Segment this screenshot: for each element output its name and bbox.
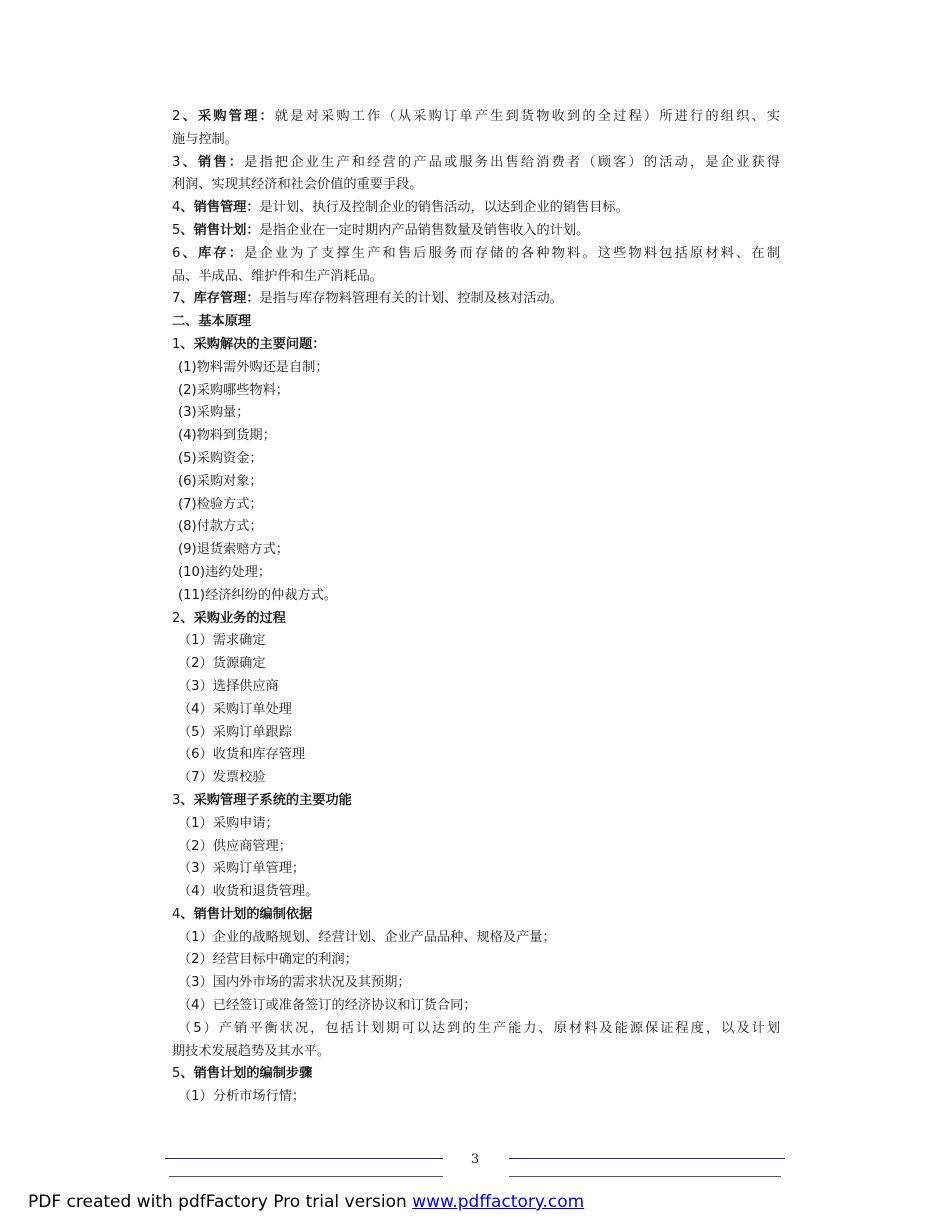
list-item-number: （1）: [178, 1089, 213, 1105]
subsection-title: 、销售计划的编制依据: [180, 906, 313, 922]
list-item-text: 发票校验: [212, 770, 266, 786]
list-item-text: 采购订单跟踪: [212, 724, 292, 740]
definition-separator: 、: [180, 200, 194, 216]
list-item-number: (2): [178, 382, 197, 398]
pdffactory-link[interactable]: www.pdffactory.com: [412, 1192, 585, 1212]
definition-separator: 、: [180, 109, 198, 124]
definition-separator: 、: [180, 154, 198, 170]
pdf-banner-text: PDF created with pdfFactory Pro trial version: [28, 1192, 413, 1212]
definition-line: [172, 152, 780, 175]
definition-colon: ：: [246, 200, 260, 216]
list-item-number: (7): [178, 496, 197, 512]
subsection-title: 、采购管理子系统的主要功能: [180, 792, 352, 808]
list-item: [172, 744, 780, 767]
list-item-text: 分析市场行情；: [212, 1089, 306, 1105]
definition-line: [172, 174, 780, 197]
list-item-text: 货源确定: [212, 656, 266, 672]
list-item-number: （4）: [178, 884, 213, 900]
definition-term: 采购管理: [197, 109, 260, 124]
list-item: [172, 425, 780, 448]
subsection-heading: [172, 1063, 780, 1086]
list-item: [172, 585, 780, 608]
list-item: [172, 448, 780, 471]
list-item-number: (6): [178, 473, 197, 489]
definition-text: 品、半成品、维护件和生产消耗品。: [172, 268, 383, 284]
page-number: 3: [470, 1152, 480, 1167]
list-item: [172, 836, 780, 859]
list-item: [172, 676, 780, 699]
section-heading: 二、基本原理: [172, 314, 252, 330]
definition-colon: ：: [228, 154, 245, 170]
list-item: [172, 494, 780, 517]
list-item: [172, 722, 780, 745]
definition-text: 利润、实现其经济和社会价值的重要手段。: [172, 177, 423, 193]
definition-colon: ：: [246, 291, 260, 307]
list-item: [172, 516, 780, 539]
list-item-text: 经济纠纷的仲裁方式。: [205, 587, 337, 603]
subsection-number: 4: [172, 906, 181, 922]
list-item-text: 经营目标中确定的利润；: [212, 952, 358, 968]
list-item-number: （7）: [178, 770, 213, 786]
page-content: [172, 106, 780, 1109]
list-item-text: 采购对象；: [196, 473, 263, 489]
list-item-number: (3): [178, 405, 197, 421]
list-item-text: 收货和库存管理: [212, 747, 306, 763]
list-item-number: （6）: [178, 747, 213, 763]
list-item-text: 采购申请；: [212, 815, 279, 831]
list-item-text: 采购量；: [196, 405, 250, 421]
page-footer: [165, 1150, 785, 1180]
definition-number: 5: [172, 222, 181, 238]
list-item: [172, 858, 780, 881]
subsection-number: 1: [172, 336, 181, 352]
definition-text: 是指与库存物料管理有关的计划、控制及核对活动。: [259, 291, 563, 307]
list-item-text: 需求确定: [212, 633, 266, 649]
list-item: [172, 813, 780, 836]
list-item-text: 选择供应商: [212, 678, 279, 694]
list-item: [172, 995, 780, 1018]
list-item-text: 违约处理；: [205, 564, 272, 580]
list-item: [172, 357, 780, 380]
list-item-number: （3）: [178, 975, 213, 991]
definition-line: [172, 266, 780, 289]
list-item-number: （4）: [178, 701, 213, 717]
list-item: [172, 471, 780, 494]
list-item: [172, 402, 780, 425]
list-item: [172, 380, 780, 403]
footer-rule-left-top: [165, 1158, 443, 1159]
definition-number: 2: [172, 109, 181, 124]
list-item-number: (8): [178, 519, 197, 535]
definition-text: 施与控制。: [172, 131, 238, 147]
subsection-number: 3: [172, 792, 181, 808]
subsection-number: 5: [172, 1066, 181, 1082]
definition-line: [172, 243, 780, 266]
definition-term: 销售计划: [193, 222, 247, 238]
definition-term: 销售管理: [193, 200, 247, 216]
list-item: [172, 562, 780, 585]
list-item: [172, 949, 780, 972]
definition-number: 4: [172, 200, 181, 216]
definition-number: 6: [172, 245, 181, 261]
list-item-text: 物料到货期；: [196, 428, 276, 444]
subsection-heading: [172, 334, 780, 357]
definition-number: 3: [172, 154, 181, 170]
list-item: [172, 767, 780, 790]
list-item-number: （3）: [178, 861, 213, 877]
list-item-number: （3）: [178, 678, 213, 694]
list-item-text: 采购资金；: [196, 450, 263, 466]
list-item-number: (5): [178, 450, 197, 466]
list-item-number: (9): [178, 542, 197, 558]
list-item-text: 产销平衡状况，包括计划期可以达到的生产能力、原材料及能源保证程度，以及计划: [218, 1020, 780, 1036]
list-item-text: 退货索赔方式；: [196, 542, 289, 558]
list-item: [172, 1018, 780, 1041]
definition-term: 销售: [197, 154, 229, 170]
list-item: [172, 699, 780, 722]
list-item-text: 物料需外购还是自制；: [196, 359, 329, 375]
definition-line: [172, 220, 780, 243]
list-item-text: 付款方式；: [196, 519, 263, 535]
list-item-number: （1）: [178, 815, 213, 831]
footer-rule-right-top: [509, 1158, 785, 1159]
definition-separator: 、: [180, 245, 198, 261]
list-item: [172, 653, 780, 676]
list-item: [172, 927, 780, 950]
definition-term: 库存: [197, 245, 229, 261]
subsection-title: 、采购业务的过程: [180, 610, 286, 626]
definition-text: 是计划、执行及控制企业的销售活动，以达到企业的销售目标。: [259, 200, 629, 216]
list-item-text: 检验方式；: [196, 496, 263, 512]
subsection-title: 、采购解决的主要问题：: [180, 336, 326, 352]
definition-text: 是企业为了支撑生产和售后服务而存储的各种物料。这些物料包括原材料、在制: [244, 245, 780, 261]
list-item-number: （2）: [178, 838, 213, 854]
list-item-text: 企业的战略规划、经营计划、企业产品品种、规格及产量；: [212, 929, 556, 945]
list-item-continuation: 期技术发展趋势及其水平。: [172, 1043, 331, 1059]
list-item-number: (1): [178, 359, 197, 375]
pdf-creator-banner: [28, 1192, 584, 1212]
definition-text: 是指企业在一定时期内产品销售数量及销售收入的计划。: [259, 222, 590, 238]
list-item-text: 收货和退货管理。: [212, 884, 319, 900]
list-item-number: （1）: [178, 929, 213, 945]
list-item-number: (10): [178, 564, 206, 580]
list-item-text: 国内外市场的需求状况及其预期；: [212, 975, 411, 991]
list-item: [172, 1086, 780, 1109]
definition-text: 是指把企业生产和经营的产品或服务出售给消费者（顾客）的活动，是企业获得: [244, 154, 780, 170]
list-item-text: 采购订单管理；: [212, 861, 306, 877]
definition-line: [172, 197, 780, 220]
definition-line: [172, 106, 780, 129]
list-item: [172, 539, 780, 562]
definition-separator: 、: [180, 222, 194, 238]
definition-colon: ：: [259, 109, 275, 124]
subsection-heading: [172, 790, 780, 813]
definition-colon: ：: [246, 222, 260, 238]
list-item-text: 采购哪些物料；: [196, 382, 289, 398]
definition-term: 库存管理: [193, 291, 247, 307]
list-item-number: （4）: [178, 998, 213, 1014]
subsection-number: 2: [172, 610, 181, 626]
list-item-text: 供应商管理；: [212, 838, 292, 854]
list-item-number: （2）: [178, 952, 213, 968]
list-item-number: (4): [178, 428, 197, 444]
footer-rule-right-bottom: [509, 1176, 781, 1177]
list-item-text: 采购订单处理: [212, 701, 292, 717]
list-item-text: 已经签订或准备签订的经济协议和订货合同；: [212, 998, 477, 1014]
list-item-number: （5）: [178, 724, 213, 740]
list-item: [172, 881, 780, 904]
list-item: [172, 630, 780, 653]
list-item-number: （5）: [178, 1020, 219, 1036]
definition-number: 7: [172, 291, 181, 307]
footer-rule-left-bottom: [169, 1176, 443, 1177]
subsection-heading: [172, 608, 780, 631]
definition-line: [172, 129, 780, 152]
definition-line: [172, 288, 780, 311]
list-item-number: （1）: [178, 633, 213, 649]
definition-text: 就是对采购工作（从采购订单产生到货物收到的全过程）所进行的组织、实: [274, 109, 780, 124]
subsection-title: 、销售计划的编制步骤: [180, 1066, 313, 1082]
list-item-number: (11): [178, 587, 206, 603]
subsection-heading: [172, 904, 780, 927]
definition-colon: ：: [228, 245, 245, 261]
list-item-number: （2）: [178, 656, 213, 672]
definition-separator: 、: [180, 291, 194, 307]
list-item: [172, 972, 780, 995]
